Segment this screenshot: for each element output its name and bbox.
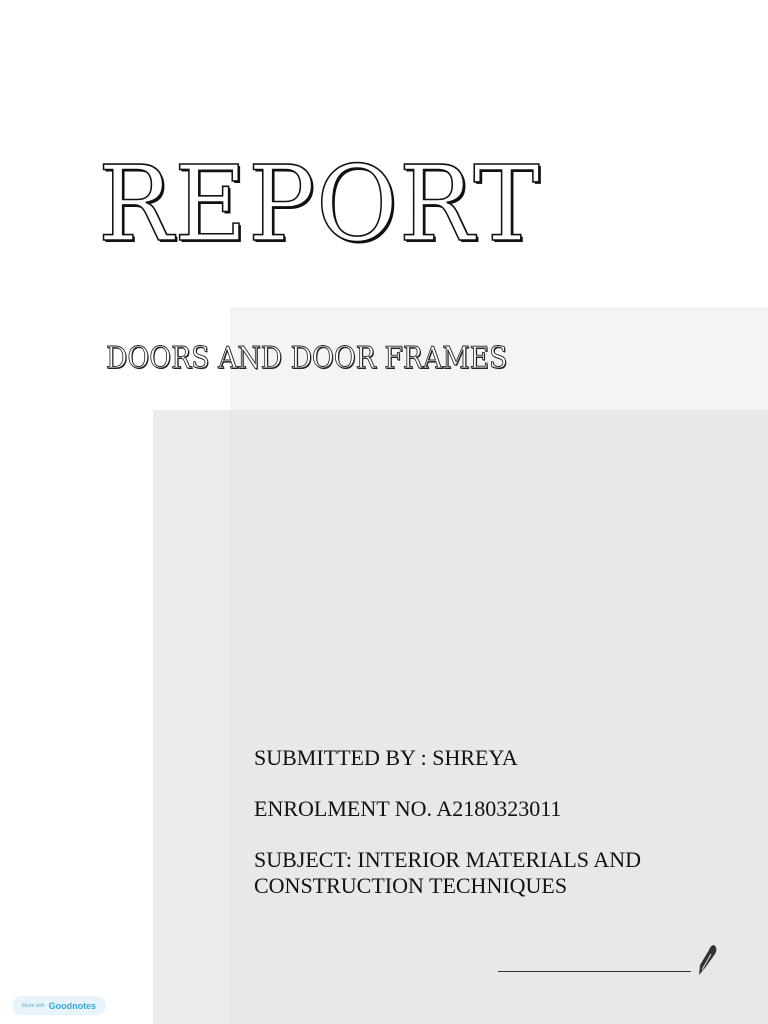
gray-side-strip (153, 410, 230, 1024)
submitted-by-text: SUBMITTED BY : SHREYA (254, 745, 518, 770)
enrolment-number-text: ENROLMENT NO. A2180323011 (254, 796, 562, 821)
subject-text: SUBJECT: INTERIOR MATERIALS AND CONSTRUCTION TECHNIQUES (254, 847, 641, 898)
signature-line (498, 971, 691, 972)
pen-nib-icon (694, 944, 718, 976)
badge-brand: Goodnotes (48, 1000, 97, 1011)
gray-content-panel (230, 410, 768, 1024)
report-title: REPORT (98, 143, 541, 265)
badge-prefix: Made with (21, 1002, 45, 1009)
report-subtitle: DOORS AND DOOR FRAMES (106, 341, 508, 376)
goodnotes-badge (12, 996, 106, 1015)
submission-details (254, 745, 724, 924)
